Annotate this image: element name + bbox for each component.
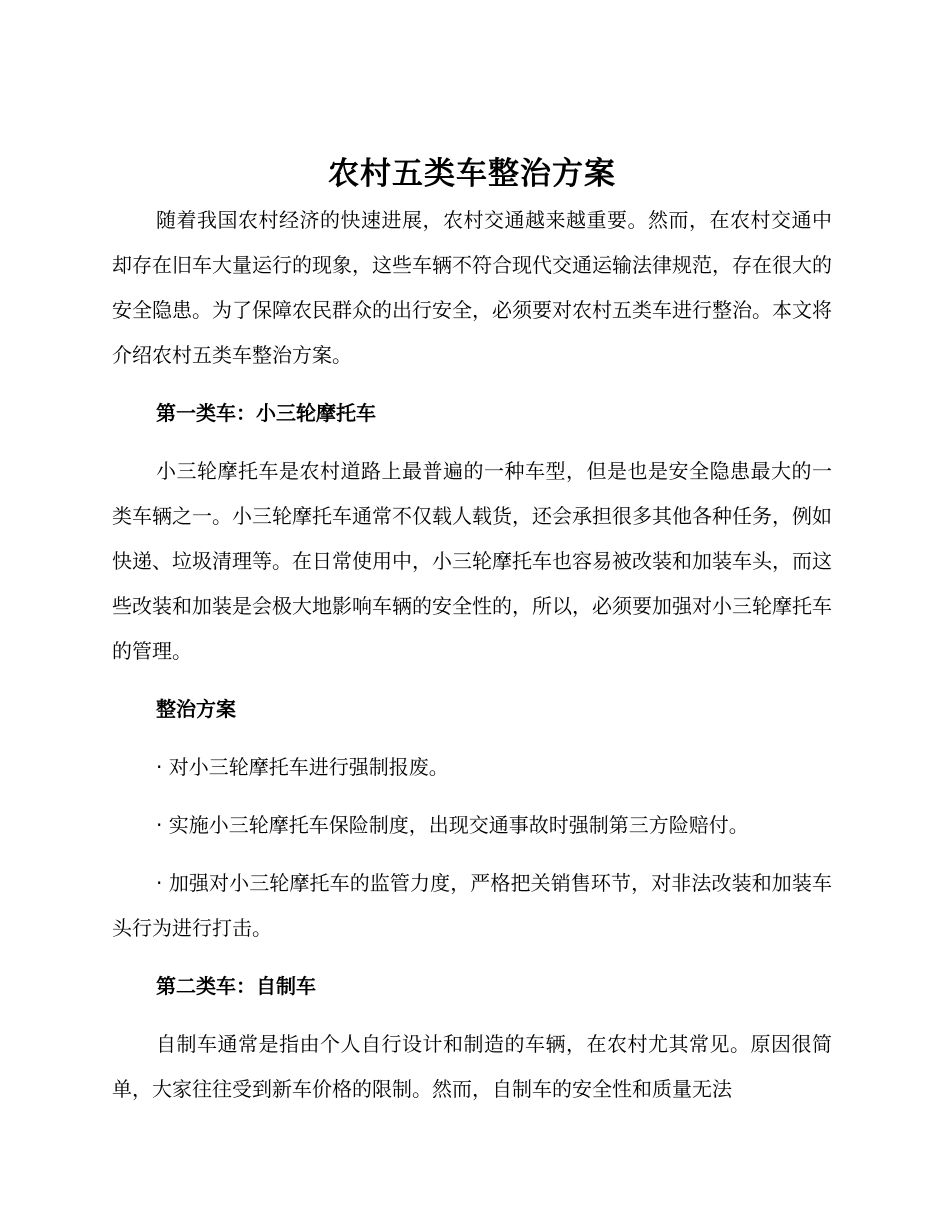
spacer	[112, 848, 832, 861]
intro-paragraph: 随着我国农村经济的快速进展，农村交通越来越重要。然而，在农村交通中却存在旧车大量运行的现象，这些车辆不符合现代交通运输法律规范，存在很大的安全隐患。为了保障农民群众的出行安全，必须要对农村五类车进行整治。本文将介绍农村五类车整治方案。	[112, 208, 832, 367]
spacer	[112, 732, 832, 745]
plan-item: · 实施小三轮摩托车保险制度，出现交通事故时强制第三方险赔付。	[156, 813, 749, 837]
section1-body: 小三轮摩托车是农村道路上最普遍的一种车型，但是也是安全隐患最大的一类车辆之一。小三轮摩托车通常不仅载人载货，还会承担很多其他各种任务，例如快递、垃圾清理等。在日常使用中，小三轮摩托车也容易被改装和加装车头，而这些改装和加装是会极大地影响车辆的安全性的，所以，必须要加强对小三轮摩托车的管理。	[112, 459, 832, 663]
section1-heading: 第一类车：小三轮摩托车	[156, 401, 376, 425]
spacer	[112, 790, 832, 803]
plan-heading: 整治方案	[156, 697, 236, 721]
spacer	[112, 951, 832, 964]
spacer	[112, 1009, 832, 1022]
plan-item: · 对小三轮摩托车进行强制报废。	[156, 755, 449, 779]
spacer	[112, 378, 832, 391]
spacer	[112, 436, 832, 449]
plan-item: · 加强对小三轮摩托车的监管力度，严格把关销售环节，对非法改装和加装车头行为进行打击。	[112, 871, 832, 940]
spacer	[112, 674, 832, 687]
section2-body: 自制车通常是指由个人自行设计和制造的车辆，在农村尤其常见。原因很简单，大家往往受到新车价格的限制。然而，自制车的安全性和质量无法	[112, 1032, 832, 1101]
document-page	[112, 150, 832, 1112]
section2-heading: 第二类车：自制车	[156, 974, 316, 998]
document-title: 农村五类车整治方案	[328, 156, 616, 192]
